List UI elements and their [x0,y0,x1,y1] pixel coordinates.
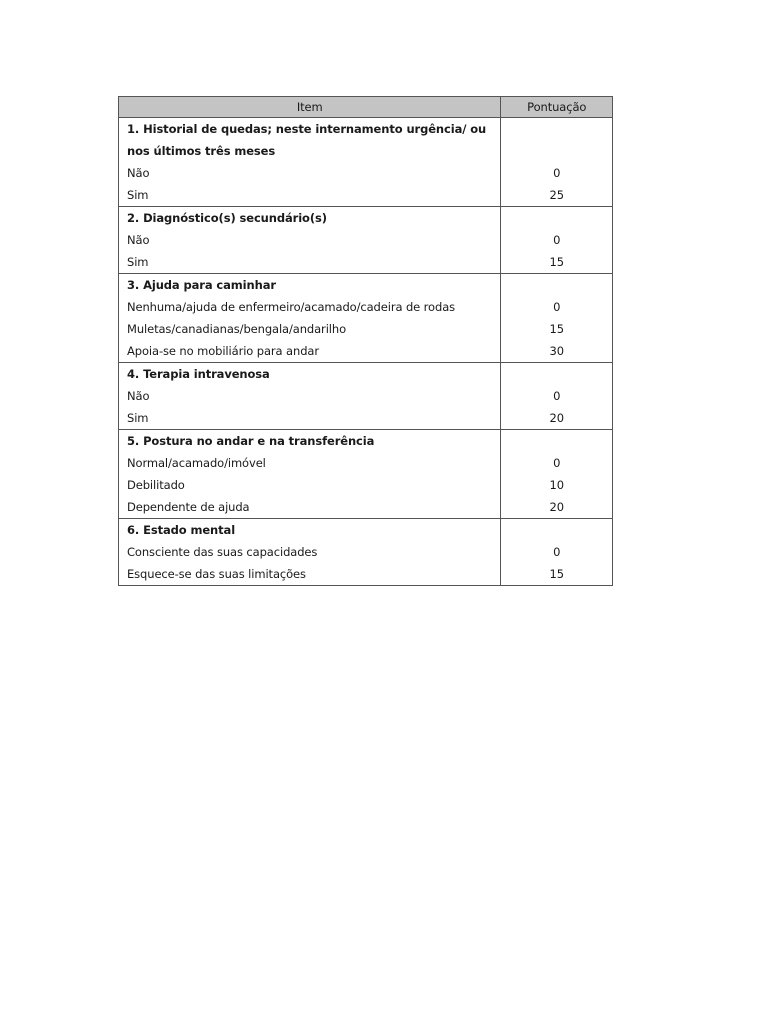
section-score-cell [501,207,613,230]
table-row [119,496,613,519]
header-score: Pontuação [501,97,613,118]
table-row [119,563,613,586]
option-score: 10 [501,474,613,496]
table-row [119,452,613,474]
section-title: nos últimos três meses [119,140,501,162]
section-score-cell [501,140,613,162]
section-title-row [119,207,613,230]
option-label: Não [119,229,501,251]
option-score: 0 [501,452,613,474]
option-score: 20 [501,407,613,430]
option-label: Sim [119,251,501,274]
option-score: 15 [501,318,613,340]
fall-risk-scale-table [118,96,613,586]
section-title-row [119,274,613,297]
table-row [119,474,613,496]
option-label: Sim [119,407,501,430]
header-item: Item [119,97,501,118]
option-label: Dependente de ajuda [119,496,501,519]
option-label: Não [119,162,501,184]
section-title-row [119,519,613,542]
option-label: Sim [119,184,501,207]
table-row [119,229,613,251]
table-body [119,118,613,586]
table-row [119,340,613,363]
table-row [119,251,613,274]
section-score-cell [501,430,613,453]
option-label: Nenhuma/ajuda de enfermeiro/acamado/cadeira de rodas [119,296,501,318]
option-score: 0 [501,229,613,251]
option-score: 30 [501,340,613,363]
table-row [119,541,613,563]
section-title: 4. Terapia intravenosa [119,363,501,386]
option-score: 0 [501,541,613,563]
section-score-cell [501,274,613,297]
option-score: 0 [501,385,613,407]
option-label: Apoia-se no mobiliário para andar [119,340,501,363]
table-row [119,385,613,407]
section-title-row [119,118,613,141]
section-title: 3. Ajuda para caminhar [119,274,501,297]
table-row [119,296,613,318]
section-title-row [119,363,613,386]
section-title-row [119,140,613,162]
option-label: Normal/acamado/imóvel [119,452,501,474]
option-label: Consciente das suas capacidades [119,541,501,563]
option-score: 0 [501,162,613,184]
table-header [119,97,613,118]
section-title: 2. Diagnóstico(s) secundário(s) [119,207,501,230]
table-row [119,162,613,184]
section-title-row [119,430,613,453]
section-score-cell [501,118,613,141]
table-row [119,184,613,207]
option-label: Debilitado [119,474,501,496]
table-row [119,407,613,430]
table-row [119,318,613,340]
section-score-cell [501,363,613,386]
section-title: 1. Historial de quedas; neste internamento urgência/ ou [119,118,501,141]
option-score: 20 [501,496,613,519]
section-title: 5. Postura no andar e na transferência [119,430,501,453]
section-score-cell [501,519,613,542]
section-title: 6. Estado mental [119,519,501,542]
option-score: 25 [501,184,613,207]
option-label: Muletas/canadianas/bengala/andarilho [119,318,501,340]
option-score: 15 [501,563,613,586]
header-row [119,97,613,118]
option-score: 0 [501,296,613,318]
option-score: 15 [501,251,613,274]
option-label: Não [119,385,501,407]
option-label: Esquece-se das suas limitações [119,563,501,586]
